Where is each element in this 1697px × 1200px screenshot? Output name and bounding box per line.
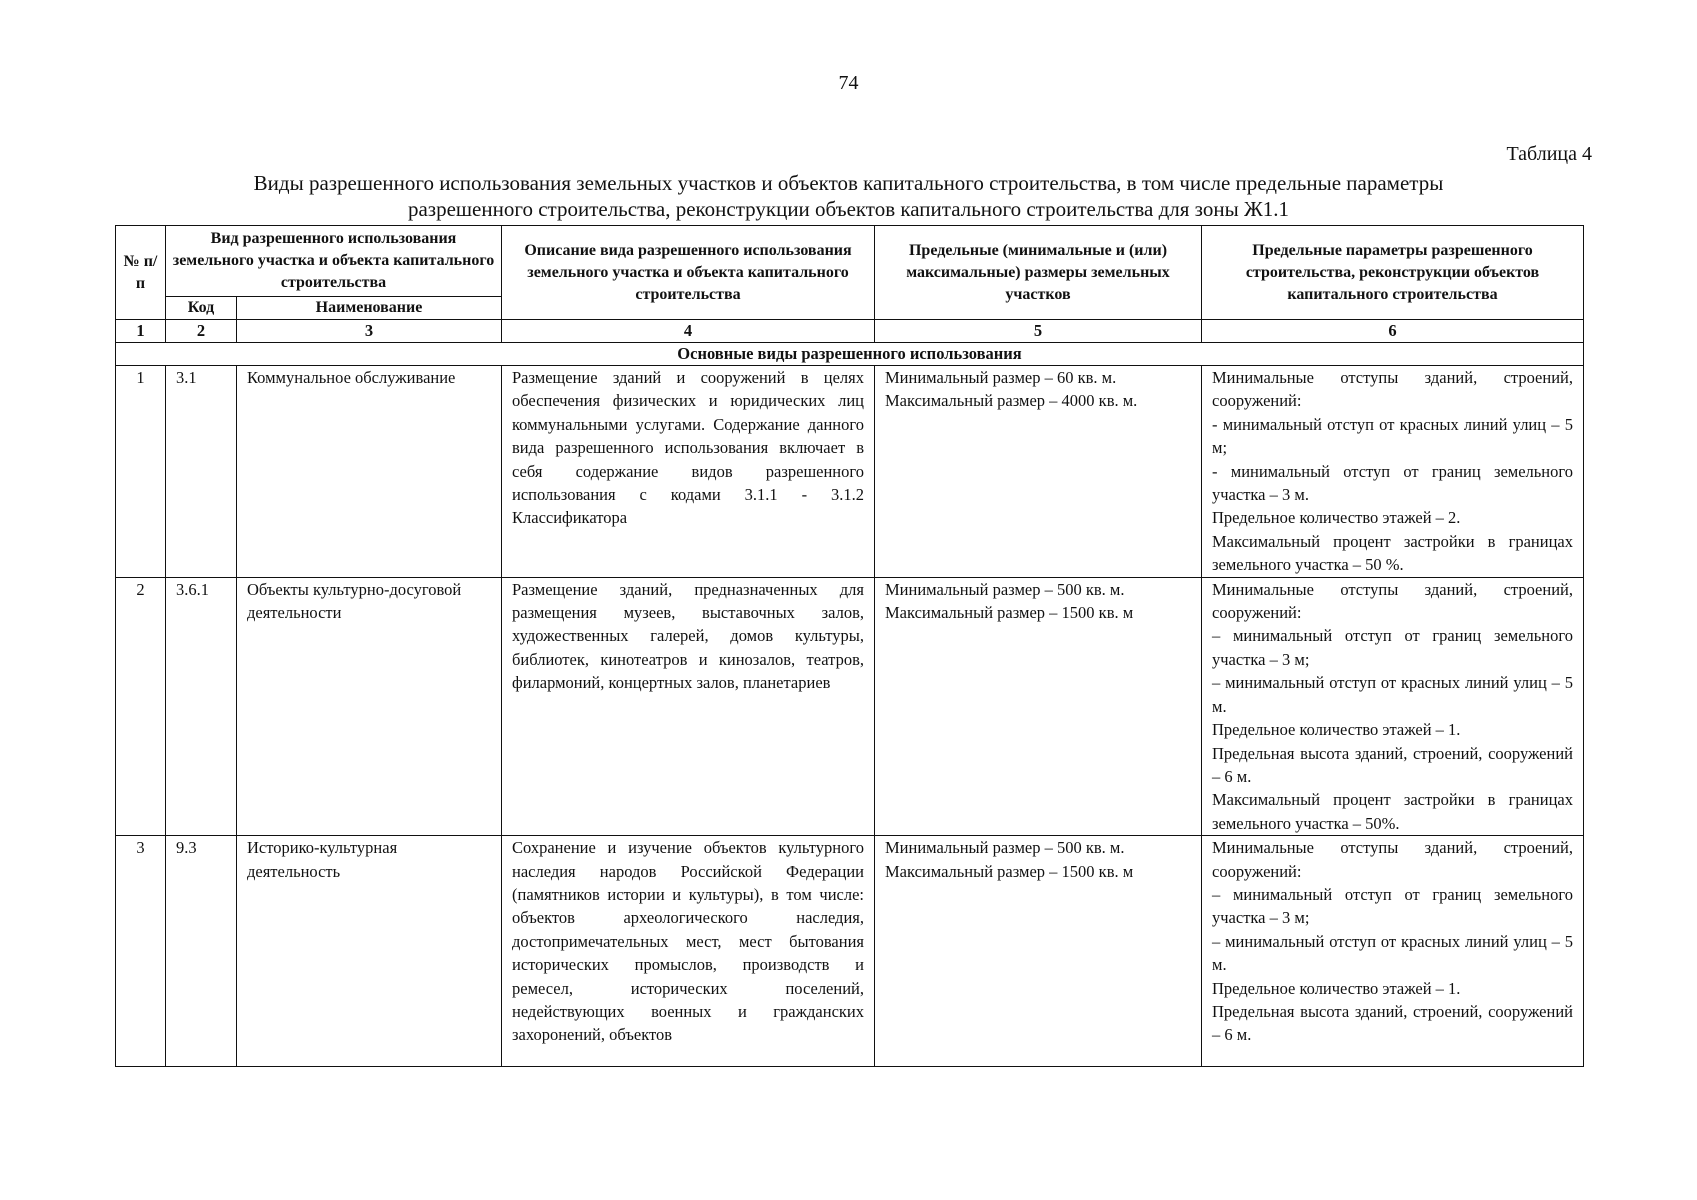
row-code: 3.6.1	[166, 577, 237, 835]
param-line: Предельная высота зданий, строений, сооружений – 6 м.	[1212, 1001, 1573, 1045]
param-line: Минимальные отступы зданий, строений, сооружений:	[1212, 368, 1573, 411]
header-params: Предельные параметры разрешенного строительства, реконструкции объектов капитального строительства	[1202, 226, 1584, 320]
row-name: Объекты культурно-досуговой деятельности	[237, 577, 502, 835]
param-line: – минимальный отступ от красных линий улиц – 5 м.	[1212, 673, 1573, 716]
param-line: - минимальный отступ от границ земельного участка – 3 м.	[1212, 461, 1573, 505]
table-row	[116, 836, 1584, 1067]
param-line: Максимальный процент застройки в границах земельного участка – 50 %.	[1212, 531, 1573, 575]
col-number: 3	[237, 320, 502, 343]
header-kod: Код	[166, 297, 237, 320]
param-line: Минимальные отступы зданий, строений, сооружений:	[1212, 838, 1573, 881]
param-line: Максимальный процент застройки в границах земельного участка – 50%.	[1212, 790, 1573, 833]
table-row	[116, 577, 1584, 835]
col-number: 4	[502, 320, 875, 343]
param-line: – минимальный отступ от границ земельного участка – 3 м;	[1212, 626, 1573, 669]
row-name: Историко-культурная деятельность	[237, 836, 502, 1067]
zoning-table	[115, 225, 1584, 1067]
row-num: 2	[116, 577, 166, 835]
row-num: 1	[116, 366, 166, 578]
param-line: – минимальный отступ от красных линий улиц – 5 м.	[1212, 931, 1573, 975]
row-num: 3	[116, 836, 166, 1067]
row-sizes	[875, 577, 1202, 835]
row-code: 9.3	[166, 836, 237, 1067]
table-title-line-2: разрешенного строительства, реконструкции объектов капитального строительства для зоны Ж1.1	[407, 197, 1290, 221]
row-params	[1202, 366, 1584, 578]
row-params	[1202, 577, 1584, 835]
col-number: 2	[166, 320, 237, 343]
table-title	[115, 170, 1582, 222]
column-numbers-row	[116, 320, 1584, 343]
size-line: Максимальный размер – 1500 кв. м	[885, 603, 1134, 623]
size-line: Минимальный размер – 500 кв. м.	[885, 579, 1125, 599]
row-name: Коммунальное обслуживание	[237, 366, 502, 578]
size-line: Минимальный размер – 500 кв. м.	[885, 838, 1125, 858]
param-line: - минимальный отступ от красных линий улиц – 5 м;	[1212, 414, 1573, 458]
row-desc: Размещение зданий, предназначенных для размещения музеев, выставочных залов, художественных галерей, домов культуры, библиотек, кинотеатров и кинозалов, театров, филармоний, концертных залов, планетариев	[502, 577, 875, 835]
table-title-line-1: Виды разрешенного использования земельных участков и объектов капитального строительства, в том числе предельные параметры	[253, 171, 1444, 195]
col-number: 5	[875, 320, 1202, 343]
header-sizes: Предельные (минимальные и (или) максимальные) размеры земельных участков	[875, 226, 1202, 320]
row-code: 3.1	[166, 366, 237, 578]
header-vid: Вид разрешенного использования земельного участка и объекта капитального строительства	[166, 226, 502, 297]
param-line: Предельное количество этажей – 1.	[1212, 720, 1461, 740]
header-name: Наименование	[237, 297, 502, 320]
row-desc: Сохранение и изучение объектов культурного наследия народов Российской Федерации (памятников истории и культуры), в том числе: объектов археологического наследия, достопримечательных мест, мест бытования исторических промыслов, производств и ремесел, исторических поселений, недействующих военных и гражданских захоронений, объектов	[502, 836, 875, 1067]
col-number: 6	[1202, 320, 1584, 343]
param-line: – минимальный отступ от границ земельного участка – 3 м;	[1212, 884, 1573, 928]
size-line: Максимальный размер – 1500 кв. м	[885, 861, 1134, 881]
table-label: Таблица 4	[1506, 143, 1592, 165]
header-desc: Описание вида разрешенного использования земельного участка и объекта капитального строительства	[502, 226, 875, 320]
table-row	[116, 366, 1584, 578]
param-line: Предельное количество этажей – 2.	[1212, 508, 1461, 528]
row-sizes	[875, 366, 1202, 578]
row-sizes	[875, 836, 1202, 1067]
col-number: 1	[116, 320, 166, 343]
param-line: Предельная высота зданий, строений, сооружений – 6 м.	[1212, 743, 1573, 786]
row-params	[1202, 836, 1584, 1067]
section-title: Основные виды разрешенного использования	[116, 343, 1584, 366]
size-line: Минимальный размер – 60 кв. м.	[885, 368, 1117, 387]
section-row	[116, 343, 1584, 366]
header-num: № п/п	[116, 226, 166, 320]
page-number: 74	[838, 72, 859, 94]
param-line: Минимальные отступы зданий, строений, сооружений:	[1212, 579, 1573, 623]
size-line: Максимальный размер – 4000 кв. м.	[885, 391, 1138, 411]
row-desc: Размещение зданий и сооружений в целях обеспечения физических и юридических лиц коммунальными услугами. Содержание данного вида разрешенного использования включает в себя содержание видов разрешенного использования с кодами 3.1.1 - 3.1.2 Классификатора	[502, 366, 875, 578]
param-line: Предельное количество этажей – 1.	[1212, 978, 1461, 998]
